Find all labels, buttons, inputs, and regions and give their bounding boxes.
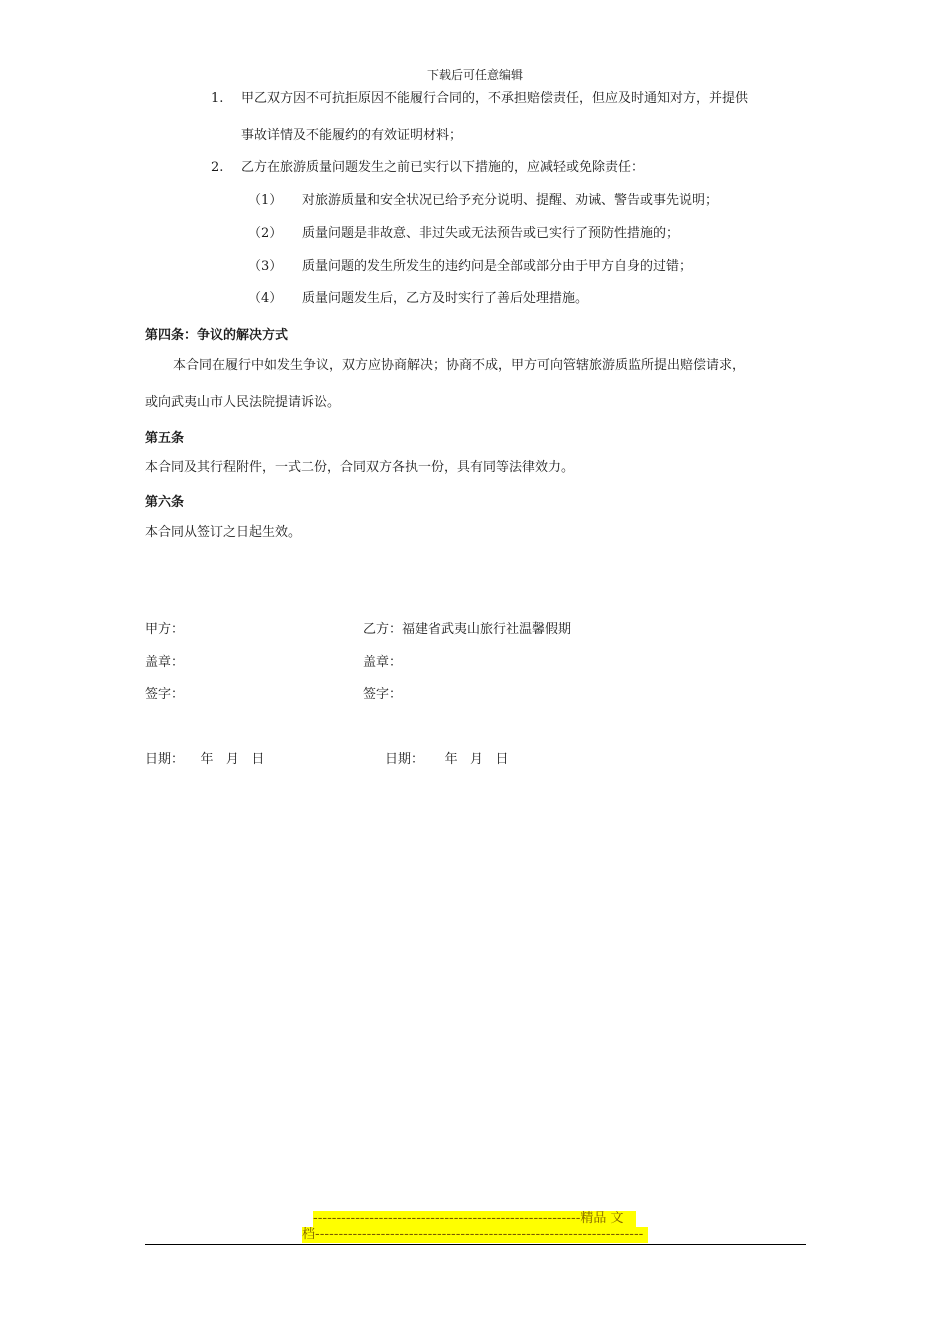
item1-line1: 甲乙双方因不可抗拒原因不能履行合同的，不承担赔偿责任，但应及时通知对方，并提供	[241, 91, 749, 106]
clause6-text: 本合同从签订之日起生效。	[145, 525, 302, 540]
party-a-label: 甲方：	[145, 622, 185, 637]
item1-line2: 事故详情及不能履约的有效证明材料；	[241, 128, 463, 143]
clause5-text: 本合同及其行程附件，一式二份，合同双方各执一份，具有同等法律效力。	[145, 460, 575, 475]
footer-divider	[145, 1244, 806, 1245]
sign-a-label: 签字：	[145, 687, 185, 702]
clause4-title: 第四条：争议的解决方式	[145, 328, 289, 343]
subitem-2-number: （2）	[248, 226, 283, 241]
footer-watermark-line2: 档----------------------------------------------------------------------	[302, 1227, 648, 1243]
clause5-title: 第五条	[145, 431, 185, 446]
page-header-note: 下载后可任意编辑	[426, 68, 523, 82]
seal-a-label: 盖章：	[145, 655, 185, 670]
item2-number: 2.	[211, 160, 224, 175]
subitem-2-text: 质量问题是非故意、非过失或无法预告或已实行了预防性措施的；	[302, 226, 680, 241]
subitem-3-text: 质量问题的发生所发生的违约问是全部或部分由于甲方自身的过错；	[302, 259, 693, 274]
clause6-title: 第六条	[145, 495, 185, 510]
clause4-line2: 或向武夷山市人民法院提请诉讼。	[145, 395, 341, 410]
party-b-label: 乙方：福建省武夷山旅行社温馨假期	[363, 622, 572, 637]
date-b-label: 日期： 年 月 日	[385, 752, 509, 767]
sign-b-label: 签字：	[363, 687, 403, 702]
subitem-1-text: 对旅游质量和安全状况已给予充分说明、提醒、劝诫、警告或事先说明；	[302, 193, 719, 208]
subitem-3-number: （3）	[248, 259, 283, 274]
item1-number: 1.	[211, 91, 224, 106]
subitem-4-number: （4）	[248, 291, 283, 306]
seal-b-label: 盖章：	[363, 655, 403, 670]
footer-watermark-line1: ---------------------------------------------------------精品 文	[313, 1211, 636, 1227]
subitem-4-text: 质量问题发生后，乙方及时实行了善后处理措施。	[302, 291, 589, 306]
item2-text: 乙方在旅游质量问题发生之前已实行以下措施的，应减轻或免除责任：	[241, 160, 645, 175]
clause4-line1: 本合同在履行中如发生争议，双方应协商解决；协商不成，甲方可向管辖旅游质监所提出赔偿请求，	[173, 358, 746, 373]
subitem-1-number: （1）	[248, 193, 283, 208]
date-a-label: 日期： 年 月 日	[145, 752, 265, 767]
